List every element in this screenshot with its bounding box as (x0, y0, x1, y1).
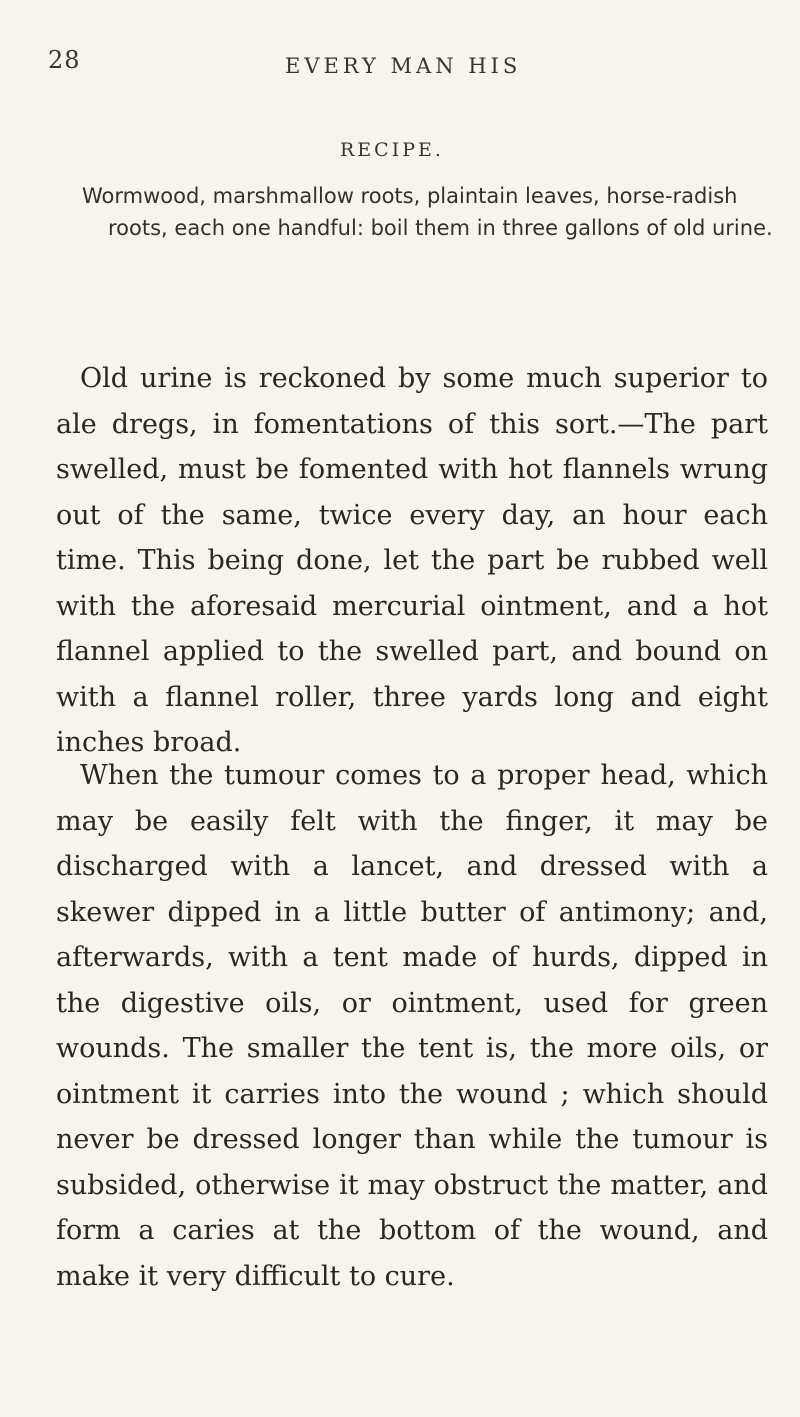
recipe-text: Wormwood, marshmallow roots, plaintain leaves, horse-radish roots, each one handful: boil them in three gallons of old urine. (82, 184, 773, 240)
recipe-heading: RECIPE. (340, 139, 444, 161)
running-head: EVERY MAN HIS (285, 54, 522, 78)
body-paragraph-1: Old urine is reckoned by some much superior to ale dregs, in fomentations of this sort.—The part swelled, must be fomented with hot flannels wrung out of the same, twice every day, an hour each time. This being done, let the part be rubbed well with the aforesaid mercurial ointment, and a hot flannel applied to the swelled part, and bound on with a flannel roller, three yards long and eight inches broad. (56, 363, 768, 758)
page-number: 28 (48, 46, 81, 74)
body-paragraph-2: When the tumour comes to a proper head, which may be easily felt with the finger, it may be discharged with a lancet, and dressed with a skewer dipped in a little butter of antimony; and, afterwards, with a tent made of hurds, dipped in the digestive oils, or ointment, used for green wounds. The smaller the tent is, the more oils, or ointment it carries into the wound ; which should never be dressed longer than while the tumour is subsided, otherwise it may obstruct the matter, and form a caries at the bottom of the wound, and make it very difficult to cure. (56, 760, 768, 1292)
